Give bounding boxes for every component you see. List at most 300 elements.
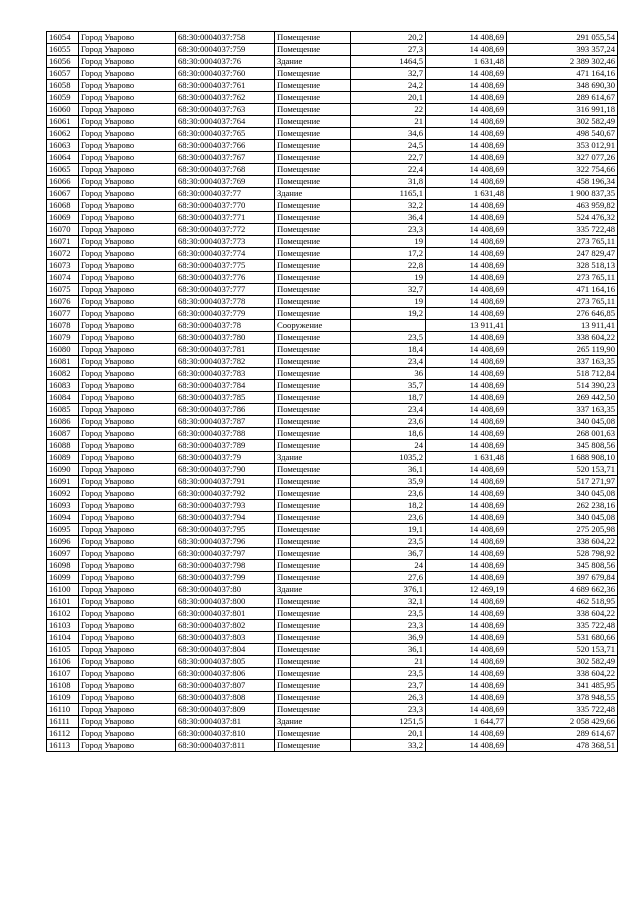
row-number-cell: 16089 <box>47 452 79 464</box>
locality-cell: Город Уварово <box>79 500 176 512</box>
table-row <box>47 32 618 44</box>
specific-value-cell: 14 408,69 <box>426 164 507 176</box>
object-type-cell: Помещение <box>275 224 351 236</box>
row-number-cell: 16096 <box>47 536 79 548</box>
row-number-cell: 16057 <box>47 68 79 80</box>
cadastral-number-cell: 68:30:0004037:760 <box>176 68 275 80</box>
locality-cell: Город Уварово <box>79 224 176 236</box>
locality-cell: Город Уварово <box>79 680 176 692</box>
row-number-cell: 16109 <box>47 692 79 704</box>
row-number-cell: 16088 <box>47 440 79 452</box>
specific-value-cell: 14 408,69 <box>426 428 507 440</box>
locality-cell: Город Уварово <box>79 728 176 740</box>
specific-value-cell: 14 408,69 <box>426 728 507 740</box>
cadastral-number-cell: 68:30:0004037:772 <box>176 224 275 236</box>
row-number-cell: 16099 <box>47 572 79 584</box>
specific-value-cell: 14 408,69 <box>426 704 507 716</box>
specific-value-cell: 14 408,69 <box>426 116 507 128</box>
row-number-cell: 16077 <box>47 308 79 320</box>
locality-cell: Город Уварово <box>79 704 176 716</box>
cadastral-value-cell: 340 045,08 <box>507 416 618 428</box>
cadastral-value-cell: 302 582,49 <box>507 656 618 668</box>
table-row <box>47 152 618 164</box>
area-cell: 36 <box>351 368 426 380</box>
cadastral-number-cell: 68:30:0004037:775 <box>176 260 275 272</box>
cadastral-number-cell: 68:30:0004037:807 <box>176 680 275 692</box>
object-type-cell: Помещение <box>275 416 351 428</box>
object-type-cell: Помещение <box>275 164 351 176</box>
area-cell: 26,3 <box>351 692 426 704</box>
table-row <box>47 464 618 476</box>
specific-value-cell: 14 408,69 <box>426 236 507 248</box>
object-type-cell: Помещение <box>275 128 351 140</box>
cadastral-value-cell: 316 991,18 <box>507 104 618 116</box>
cadastral-number-cell: 68:30:0004037:792 <box>176 488 275 500</box>
specific-value-cell: 14 408,69 <box>426 464 507 476</box>
object-type-cell: Здание <box>275 452 351 464</box>
area-cell: 35,7 <box>351 380 426 392</box>
cadastral-value-cell: 262 238,16 <box>507 500 618 512</box>
area-cell: 23,5 <box>351 536 426 548</box>
cadastral-value-cell: 289 614,67 <box>507 728 618 740</box>
cadastral-value-cell: 302 582,49 <box>507 116 618 128</box>
table-row <box>47 500 618 512</box>
row-number-cell: 16111 <box>47 716 79 728</box>
cadastral-number-cell: 68:30:0004037:778 <box>176 296 275 308</box>
cadastral-number-cell: 68:30:0004037:781 <box>176 344 275 356</box>
cadastral-number-cell: 68:30:0004037:808 <box>176 692 275 704</box>
table-row <box>47 236 618 248</box>
specific-value-cell: 14 408,69 <box>426 368 507 380</box>
row-number-cell: 16067 <box>47 188 79 200</box>
cadastral-number-cell: 68:30:0004037:806 <box>176 668 275 680</box>
object-type-cell: Помещение <box>275 392 351 404</box>
row-number-cell: 16065 <box>47 164 79 176</box>
row-number-cell: 16108 <box>47 680 79 692</box>
area-cell: 17,2 <box>351 248 426 260</box>
object-type-cell: Помещение <box>275 80 351 92</box>
cadastral-number-cell: 68:30:0004037:80 <box>176 584 275 596</box>
cadastral-value-cell: 517 271,97 <box>507 476 618 488</box>
row-number-cell: 16078 <box>47 320 79 332</box>
cadastral-number-cell: 68:30:0004037:81 <box>176 716 275 728</box>
specific-value-cell: 14 408,69 <box>426 596 507 608</box>
row-number-cell: 16083 <box>47 380 79 392</box>
table-row <box>47 44 618 56</box>
specific-value-cell: 14 408,69 <box>426 104 507 116</box>
locality-cell: Город Уварово <box>79 572 176 584</box>
row-number-cell: 16113 <box>47 740 79 752</box>
object-type-cell: Помещение <box>275 428 351 440</box>
area-cell: 24,2 <box>351 80 426 92</box>
cadastral-value-cell: 478 368,51 <box>507 740 618 752</box>
row-number-cell: 16055 <box>47 44 79 56</box>
row-number-cell: 16074 <box>47 272 79 284</box>
cadastral-value-table <box>46 31 618 752</box>
locality-cell: Город Уварово <box>79 44 176 56</box>
area-cell: 23,5 <box>351 332 426 344</box>
cadastral-number-cell: 68:30:0004037:767 <box>176 152 275 164</box>
table-row <box>47 368 618 380</box>
area-cell: 36,9 <box>351 632 426 644</box>
object-type-cell: Помещение <box>275 440 351 452</box>
specific-value-cell: 14 408,69 <box>426 632 507 644</box>
object-type-cell: Помещение <box>275 608 351 620</box>
specific-value-cell: 14 408,69 <box>426 380 507 392</box>
row-number-cell: 16103 <box>47 620 79 632</box>
table-row <box>47 560 618 572</box>
row-number-cell: 16060 <box>47 104 79 116</box>
locality-cell: Город Уварово <box>79 116 176 128</box>
cadastral-value-cell: 291 055,54 <box>507 32 618 44</box>
cadastral-number-cell: 68:30:0004037:798 <box>176 560 275 572</box>
specific-value-cell: 14 408,69 <box>426 92 507 104</box>
object-type-cell: Помещение <box>275 68 351 80</box>
row-number-cell: 16073 <box>47 260 79 272</box>
table-row <box>47 332 618 344</box>
row-number-cell: 16068 <box>47 200 79 212</box>
cadastral-value-cell: 341 485,95 <box>507 680 618 692</box>
object-type-cell: Помещение <box>275 284 351 296</box>
cadastral-value-cell: 338 604,22 <box>507 668 618 680</box>
object-type-cell: Помещение <box>275 548 351 560</box>
cadastral-value-cell: 498 540,67 <box>507 128 618 140</box>
cadastral-value-cell: 276 646,85 <box>507 308 618 320</box>
specific-value-cell: 14 408,69 <box>426 512 507 524</box>
specific-value-cell: 14 408,69 <box>426 404 507 416</box>
table-row <box>47 512 618 524</box>
specific-value-cell: 12 469,19 <box>426 584 507 596</box>
object-type-cell: Помещение <box>275 212 351 224</box>
table-row <box>47 248 618 260</box>
cadastral-value-cell: 289 614,67 <box>507 92 618 104</box>
row-number-cell: 16093 <box>47 500 79 512</box>
cadastral-number-cell: 68:30:0004037:758 <box>176 32 275 44</box>
locality-cell: Город Уварово <box>79 140 176 152</box>
cadastral-value-cell: 397 679,84 <box>507 572 618 584</box>
cadastral-value-cell: 471 164,16 <box>507 284 618 296</box>
cadastral-number-cell: 68:30:0004037:787 <box>176 416 275 428</box>
table-row <box>47 680 618 692</box>
row-number-cell: 16075 <box>47 284 79 296</box>
cadastral-value-cell: 338 604,22 <box>507 332 618 344</box>
locality-cell: Город Уварово <box>79 32 176 44</box>
cadastral-value-cell: 327 077,26 <box>507 152 618 164</box>
locality-cell: Город Уварово <box>79 536 176 548</box>
cadastral-number-cell: 68:30:0004037:788 <box>176 428 275 440</box>
object-type-cell: Помещение <box>275 488 351 500</box>
table-row <box>47 272 618 284</box>
object-type-cell: Помещение <box>275 308 351 320</box>
row-number-cell: 16080 <box>47 344 79 356</box>
area-cell: 31,8 <box>351 176 426 188</box>
specific-value-cell: 13 911,41 <box>426 320 507 332</box>
row-number-cell: 16107 <box>47 668 79 680</box>
table-row <box>47 572 618 584</box>
cadastral-value-cell: 353 012,91 <box>507 140 618 152</box>
area-cell: 33,2 <box>351 740 426 752</box>
area-cell: 32,7 <box>351 68 426 80</box>
locality-cell: Город Уварово <box>79 272 176 284</box>
row-number-cell: 16092 <box>47 488 79 500</box>
table-row <box>47 176 618 188</box>
cadastral-number-cell: 68:30:0004037:764 <box>176 116 275 128</box>
area-cell: 32,7 <box>351 284 426 296</box>
cadastral-number-cell: 68:30:0004037:809 <box>176 704 275 716</box>
cadastral-number-cell: 68:30:0004037:801 <box>176 608 275 620</box>
object-type-cell: Помещение <box>275 380 351 392</box>
area-cell: 24 <box>351 440 426 452</box>
area-cell: 23,5 <box>351 608 426 620</box>
cadastral-value-cell: 514 390,23 <box>507 380 618 392</box>
cadastral-value-cell: 328 518,13 <box>507 260 618 272</box>
table-row <box>47 656 618 668</box>
cadastral-number-cell: 68:30:0004037:805 <box>176 656 275 668</box>
area-cell: 21 <box>351 116 426 128</box>
row-number-cell: 16105 <box>47 644 79 656</box>
cadastral-value-cell: 273 765,11 <box>507 272 618 284</box>
cadastral-number-cell: 68:30:0004037:773 <box>176 236 275 248</box>
row-number-cell: 16104 <box>47 632 79 644</box>
locality-cell: Город Уварово <box>79 248 176 260</box>
area-cell: 34,6 <box>351 128 426 140</box>
table-row <box>47 416 618 428</box>
cadastral-value-cell: 520 153,71 <box>507 644 618 656</box>
area-cell: 27,3 <box>351 44 426 56</box>
area-cell: 1165,1 <box>351 188 426 200</box>
cadastral-value-cell: 273 765,11 <box>507 296 618 308</box>
cadastral-value-cell: 462 518,95 <box>507 596 618 608</box>
object-type-cell: Помещение <box>275 152 351 164</box>
locality-cell: Город Уварово <box>79 488 176 500</box>
table-row <box>47 728 618 740</box>
row-number-cell: 16063 <box>47 140 79 152</box>
area-cell: 23,5 <box>351 668 426 680</box>
cadastral-value-cell: 340 045,08 <box>507 488 618 500</box>
cadastral-value-cell: 393 357,24 <box>507 44 618 56</box>
table-row <box>47 104 618 116</box>
object-type-cell: Помещение <box>275 356 351 368</box>
object-type-cell: Помещение <box>275 632 351 644</box>
cadastral-value-cell: 471 164,16 <box>507 68 618 80</box>
area-cell: 32,2 <box>351 200 426 212</box>
cadastral-value-cell: 518 712,84 <box>507 368 618 380</box>
row-number-cell: 16097 <box>47 548 79 560</box>
area-cell: 36,1 <box>351 464 426 476</box>
row-number-cell: 16072 <box>47 248 79 260</box>
cadastral-value-cell: 458 196,34 <box>507 176 618 188</box>
area-cell: 1035,2 <box>351 452 426 464</box>
area-cell: 32,1 <box>351 596 426 608</box>
cadastral-value-cell: 463 959,82 <box>507 200 618 212</box>
object-type-cell: Помещение <box>275 344 351 356</box>
area-cell: 36,4 <box>351 212 426 224</box>
table-row <box>47 56 618 68</box>
row-number-cell: 16066 <box>47 176 79 188</box>
area-cell: 18,4 <box>351 344 426 356</box>
specific-value-cell: 14 408,69 <box>426 356 507 368</box>
specific-value-cell: 14 408,69 <box>426 224 507 236</box>
specific-value-cell: 14 408,69 <box>426 488 507 500</box>
object-type-cell: Помещение <box>275 728 351 740</box>
cadastral-number-cell: 68:30:0004037:786 <box>176 404 275 416</box>
cadastral-number-cell: 68:30:0004037:759 <box>176 44 275 56</box>
cadastral-value-cell: 1 688 908,10 <box>507 452 618 464</box>
object-type-cell: Помещение <box>275 704 351 716</box>
locality-cell: Город Уварово <box>79 56 176 68</box>
specific-value-cell: 14 408,69 <box>426 332 507 344</box>
cadastral-number-cell: 68:30:0004037:79 <box>176 452 275 464</box>
row-number-cell: 16102 <box>47 608 79 620</box>
cadastral-number-cell: 68:30:0004037:783 <box>176 368 275 380</box>
row-number-cell: 16085 <box>47 404 79 416</box>
specific-value-cell: 14 408,69 <box>426 644 507 656</box>
cadastral-value-cell: 268 001,63 <box>507 428 618 440</box>
table-row <box>47 548 618 560</box>
table-row <box>47 224 618 236</box>
locality-cell: Город Уварово <box>79 104 176 116</box>
area-cell: 23,3 <box>351 704 426 716</box>
table-row <box>47 380 618 392</box>
cadastral-number-cell: 68:30:0004037:796 <box>176 536 275 548</box>
cadastral-value-cell: 247 829,47 <box>507 248 618 260</box>
table-row <box>47 188 618 200</box>
cadastral-value-cell: 378 948,55 <box>507 692 618 704</box>
cadastral-value-cell: 335 722,48 <box>507 704 618 716</box>
specific-value-cell: 14 408,69 <box>426 524 507 536</box>
specific-value-cell: 14 408,69 <box>426 284 507 296</box>
area-cell: 23,4 <box>351 404 426 416</box>
object-type-cell: Помещение <box>275 104 351 116</box>
locality-cell: Город Уварово <box>79 440 176 452</box>
locality-cell: Город Уварово <box>79 692 176 704</box>
area-cell: 22,8 <box>351 260 426 272</box>
specific-value-cell: 14 408,69 <box>426 248 507 260</box>
object-type-cell: Помещение <box>275 32 351 44</box>
table-row <box>47 128 618 140</box>
cadastral-number-cell: 68:30:0004037:77 <box>176 188 275 200</box>
cadastral-number-cell: 68:30:0004037:766 <box>176 140 275 152</box>
object-type-cell: Помещение <box>275 368 351 380</box>
cadastral-number-cell: 68:30:0004037:763 <box>176 104 275 116</box>
cadastral-number-cell: 68:30:0004037:770 <box>176 200 275 212</box>
table-row <box>47 488 618 500</box>
object-type-cell: Помещение <box>275 620 351 632</box>
locality-cell: Город Уварово <box>79 332 176 344</box>
row-number-cell: 16061 <box>47 116 79 128</box>
cadastral-number-cell: 68:30:0004037:78 <box>176 320 275 332</box>
cadastral-number-cell: 68:30:0004037:800 <box>176 596 275 608</box>
area-cell: 20,2 <box>351 32 426 44</box>
locality-cell: Город Уварово <box>79 524 176 536</box>
cadastral-value-cell: 322 754,66 <box>507 164 618 176</box>
object-type-cell: Помещение <box>275 464 351 476</box>
area-cell: 20,1 <box>351 92 426 104</box>
table-row <box>47 296 618 308</box>
cadastral-number-cell: 68:30:0004037:782 <box>176 356 275 368</box>
locality-cell: Город Уварово <box>79 164 176 176</box>
table-row <box>47 392 618 404</box>
area-cell: 36,7 <box>351 548 426 560</box>
specific-value-cell: 14 408,69 <box>426 572 507 584</box>
row-number-cell: 16101 <box>47 596 79 608</box>
table-row <box>47 716 618 728</box>
table-row <box>47 260 618 272</box>
specific-value-cell: 14 408,69 <box>426 608 507 620</box>
cadastral-value-cell: 265 119,90 <box>507 344 618 356</box>
locality-cell: Город Уварово <box>79 620 176 632</box>
area-cell: 22,4 <box>351 164 426 176</box>
area-cell: 23,6 <box>351 512 426 524</box>
area-cell: 23,6 <box>351 488 426 500</box>
area-cell: 19 <box>351 272 426 284</box>
cadastral-value-cell: 528 798,92 <box>507 548 618 560</box>
cadastral-number-cell: 68:30:0004037:771 <box>176 212 275 224</box>
table-row <box>47 356 618 368</box>
row-number-cell: 16081 <box>47 356 79 368</box>
table-row <box>47 212 618 224</box>
table-row <box>47 140 618 152</box>
specific-value-cell: 1 631,48 <box>426 188 507 200</box>
row-number-cell: 16070 <box>47 224 79 236</box>
cadastral-value-cell: 524 476,32 <box>507 212 618 224</box>
table-row <box>47 200 618 212</box>
specific-value-cell: 14 408,69 <box>426 80 507 92</box>
object-type-cell: Здание <box>275 716 351 728</box>
specific-value-cell: 14 408,69 <box>426 260 507 272</box>
cadastral-number-cell: 68:30:0004037:793 <box>176 500 275 512</box>
table-row <box>47 404 618 416</box>
table-row <box>47 704 618 716</box>
row-number-cell: 16056 <box>47 56 79 68</box>
row-number-cell: 16100 <box>47 584 79 596</box>
area-cell: 19,1 <box>351 524 426 536</box>
locality-cell: Город Уварово <box>79 404 176 416</box>
object-type-cell: Здание <box>275 188 351 200</box>
area-cell: 1251,5 <box>351 716 426 728</box>
row-number-cell: 16110 <box>47 704 79 716</box>
locality-cell: Город Уварово <box>79 476 176 488</box>
area-cell: 23,3 <box>351 620 426 632</box>
cadastral-number-cell: 68:30:0004037:761 <box>176 80 275 92</box>
locality-cell: Город Уварово <box>79 308 176 320</box>
cadastral-value-cell: 273 765,11 <box>507 236 618 248</box>
area-cell: 18,2 <box>351 500 426 512</box>
area-cell: 19,2 <box>351 308 426 320</box>
specific-value-cell: 14 408,69 <box>426 416 507 428</box>
cadastral-value-cell: 275 205,98 <box>507 524 618 536</box>
cadastral-value-cell: 520 153,71 <box>507 464 618 476</box>
locality-cell: Город Уварово <box>79 668 176 680</box>
row-number-cell: 16064 <box>47 152 79 164</box>
object-type-cell: Помещение <box>275 524 351 536</box>
row-number-cell: 16082 <box>47 368 79 380</box>
specific-value-cell: 14 408,69 <box>426 140 507 152</box>
cadastral-value-cell: 2 389 302,46 <box>507 56 618 68</box>
cadastral-number-cell: 68:30:0004037:797 <box>176 548 275 560</box>
table-row <box>47 740 618 752</box>
object-type-cell: Помещение <box>275 572 351 584</box>
object-type-cell: Помещение <box>275 668 351 680</box>
specific-value-cell: 14 408,69 <box>426 308 507 320</box>
object-type-cell: Помещение <box>275 512 351 524</box>
table-row <box>47 524 618 536</box>
table-row <box>47 344 618 356</box>
locality-cell: Город Уварово <box>79 68 176 80</box>
specific-value-cell: 14 408,69 <box>426 476 507 488</box>
cadastral-value-cell: 338 604,22 <box>507 536 618 548</box>
cadastral-value-cell: 348 690,30 <box>507 80 618 92</box>
